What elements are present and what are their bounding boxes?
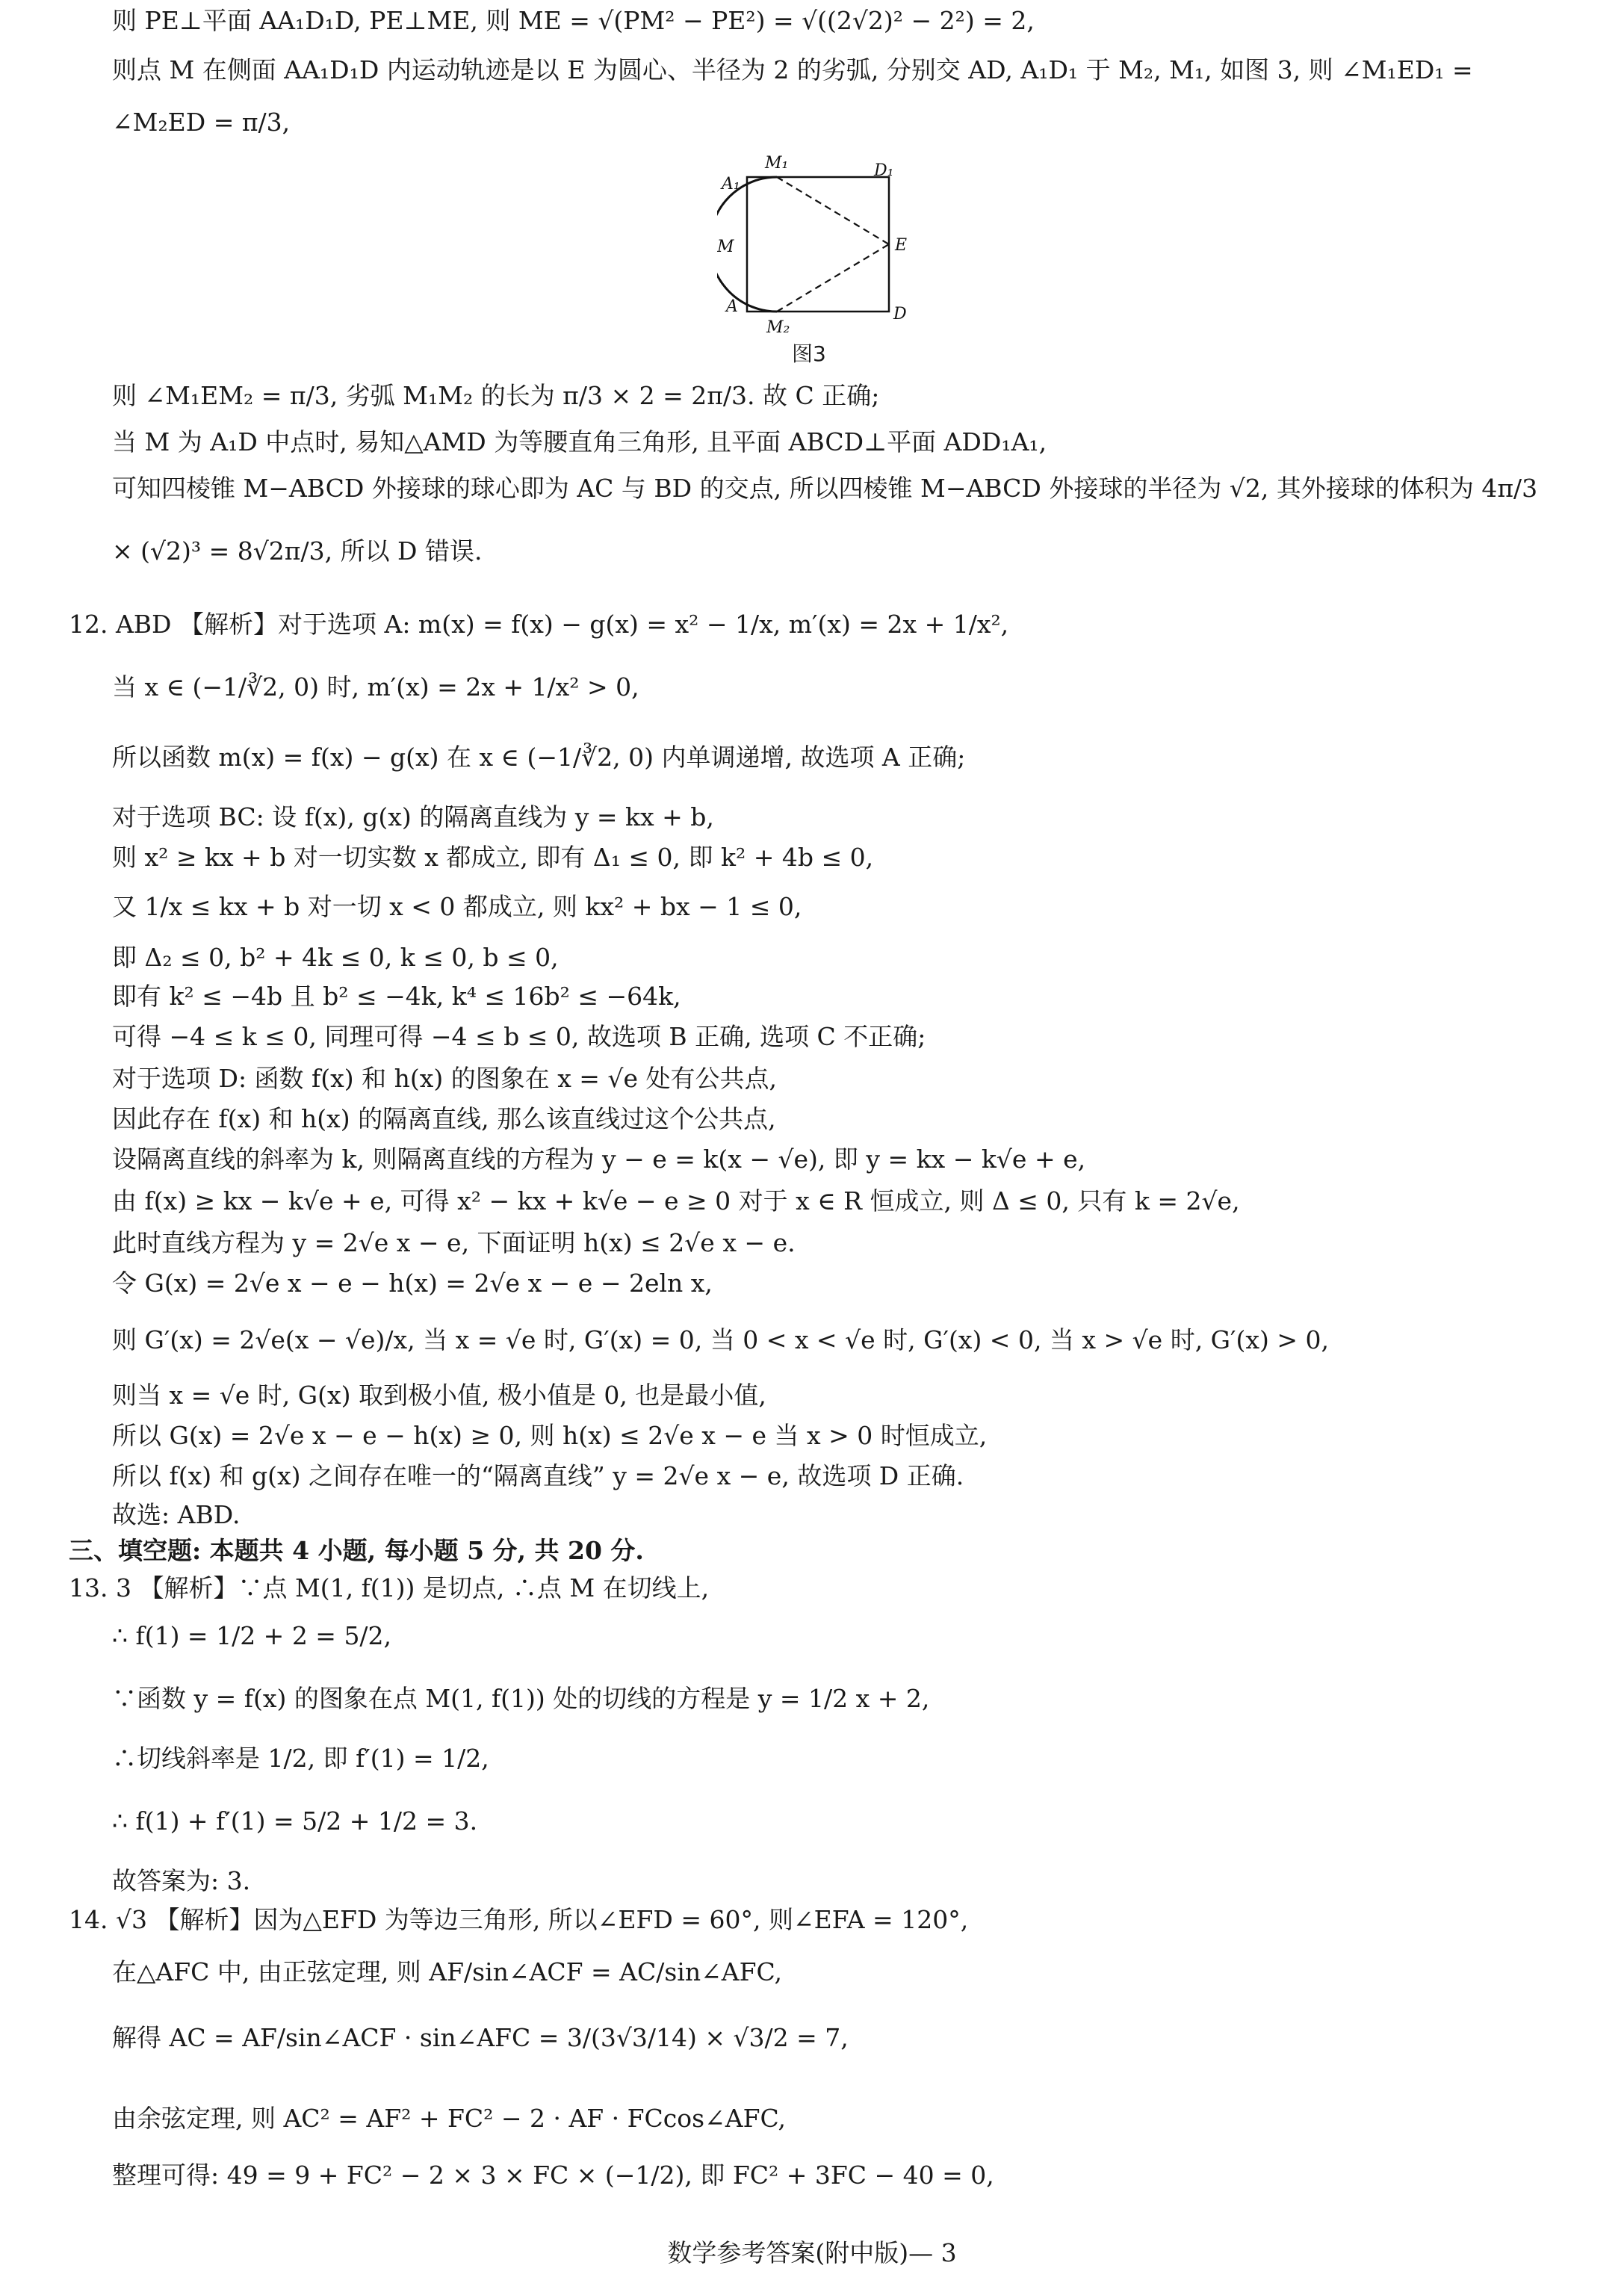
text-line: 则当 x = √e 时, G(x) 取到极小值, 极小值是 0, 也是最小值,	[112, 1381, 766, 1410]
text-line: 当 M 为 A₁D 中点时, 易知△AMD 为等腰直角三角形, 且平面 ABCD⊥平面 ADD₁A₁,	[112, 427, 1047, 456]
text-line: 可得 −4 ≤ k ≤ 0, 同理可得 −4 ≤ b ≤ 0, 故选项 B 正确, 选项 C 不正确;	[112, 1022, 926, 1051]
text-line: 因此存在 f(x) 和 h(x) 的隔离直线, 那么该直线过这个公共点,	[112, 1104, 776, 1133]
text-line: 则 G′(x) = 2√e(x − √e)/x, 当 x = √e 时, G′(x) = 0, 当 0 < x < √e 时, G′(x) < 0, 当 x > √e 时, G′(x) > 0,	[112, 1325, 1330, 1354]
text-line: ∴切线斜率是 1/2, 即 f′(1) = 1/2,	[112, 1744, 489, 1773]
text-line: ∵函数 y = f(x) 的图象在点 M(1, f(1)) 处的切线的方程是 y = 1/2 x + 2,	[112, 1684, 930, 1713]
text-line: 则 x² ≥ kx + b 对一切实数 x 都成立, 即有 Δ₁ ≤ 0, 即 k² + 4b ≤ 0,	[112, 843, 874, 872]
text-line: 故选: ABD.	[112, 1500, 241, 1529]
text-line: 则 PE⊥平面 AA₁D₁D, PE⊥ME, 则 ME = √(PM² − PE²) = √((2√2)² − 2²) = 2,	[112, 6, 1035, 35]
text-line: 所以 f(x) 和 g(x) 之间存在唯一的“隔离直线” y = 2√e x − e, 故选项 D 正确.	[112, 1461, 964, 1490]
text-line: 14. √3 【解析】因为△EFD 为等边三角形, 所以∠EFD = 60°, 则∠EFA = 120°,	[69, 1905, 969, 1934]
text-line: 则点 M 在侧面 AA₁D₁D 内运动轨迹是以 E 为圆心、半径为 2 的劣弧, 分别交 AD, A₁D₁ 于 M₂, M₁, 如图 3, 则 ∠M₁ED₁ =	[112, 55, 1473, 84]
text-line: 即 Δ₂ ≤ 0, b² + 4k ≤ 0, k ≤ 0, b ≤ 0,	[112, 943, 559, 972]
text-line: 由余弦定理, 则 AC² = AF² + FC² − 2 · AF · FCcos∠AFC,	[112, 2104, 787, 2133]
label-d: D	[893, 305, 907, 323]
text-line: 12. ABD 【解析】对于选项 A: m(x) = f(x) − g(x) = x² − 1/x, m′(x) = 2x + 1/x²,	[69, 610, 1009, 639]
text-line: 13. 3 【解析】∵点 M(1, f(1)) 是切点, ∴点 M 在切线上,	[69, 1573, 710, 1602]
label-m1: M₁	[765, 154, 789, 173]
text-line: 解得 AC = AF/sin∠ACF · sin∠AFC = 3/(3√3/14) × √3/2 = 7,	[112, 2023, 849, 2052]
label-m2: M₂	[766, 318, 790, 337]
section-heading: 三、填空题: 本题共 4 小题, 每小题 5 分, 共 20 分.	[69, 1536, 644, 1565]
text-line: 即有 k² ≤ −4b 且 b² ≤ −4k, k⁴ ≤ 16b² ≤ −64k,	[112, 982, 681, 1011]
text-line: 整理可得: 49 = 9 + FC² − 2 × 3 × FC × (−1/2), 即 FC² + 3FC − 40 = 0,	[112, 2161, 994, 2190]
figure-3	[717, 146, 919, 370]
text-line: 对于选项 D: 函数 f(x) 和 h(x) 的图象在 x = √e 处有公共点,	[112, 1064, 777, 1093]
label-a1: A₁	[722, 175, 740, 193]
text-line: 由 f(x) ≥ kx − k√e + e, 可得 x² − kx + k√e − e ≥ 0 对于 x ∈ R 恒成立, 则 Δ ≤ 0, 只有 k = 2√e,	[112, 1186, 1240, 1215]
figure-caption: 图3	[792, 341, 826, 366]
label-e: E	[895, 236, 908, 255]
label-m: M	[717, 238, 734, 256]
text-line: 对于选项 BC: 设 f(x), g(x) 的隔离直线为 y = kx + b,	[112, 802, 714, 831]
text-line: ∴ f(1) + f′(1) = 5/2 + 1/2 = 3.	[112, 1806, 478, 1836]
text-line: 又 1/x ≤ kx + b 对一切 x < 0 都成立, 则 kx² + bx − 1 ≤ 0,	[112, 892, 802, 921]
text-line: 则 ∠M₁EM₂ = π/3, 劣弧 M₁M₂ 的长为 π/3 × 2 = 2π/3. 故 C 正确;	[112, 381, 880, 410]
square-arc-diagram	[717, 146, 919, 370]
text-line: 在△AFC 中, 由正弦定理, 则 AF/sin∠ACF = AC/sin∠AFC,	[112, 1957, 783, 1986]
text-line: × (√2)³ = 8√2π/3, 所以 D 错误.	[112, 536, 483, 566]
label-a: A	[726, 297, 738, 316]
text-line: 可知四棱锥 M−ABCD 外接球的球心即为 AC 与 BD 的交点, 所以四棱锥 M−ABCD 外接球的半径为 √2, 其外接球的体积为 4π/3	[112, 474, 1538, 503]
text-line: 故答案为: 3.	[112, 1866, 251, 1895]
label-d1: D₁	[874, 161, 894, 180]
text-line: 所以 G(x) = 2√e x − e − h(x) ≥ 0, 则 h(x) ≤ 2√e x − e 当 x > 0 时恒成立,	[112, 1421, 988, 1450]
text-line: 令 G(x) = 2√e x − e − h(x) = 2√e x − e − 2eln x,	[112, 1269, 713, 1298]
page-footer: 数学参考答案(附中版)— 3	[667, 2238, 957, 2267]
text-line: 当 x ∈ (−1/∛2, 0) 时, m′(x) = 2x + 1/x² > 0,	[112, 672, 639, 701]
text-line: 设隔离直线的斜率为 k, 则隔离直线的方程为 y − e = k(x − √e), 即 y = kx − k√e + e,	[112, 1145, 1086, 1174]
text-line: 所以函数 m(x) = f(x) − g(x) 在 x ∈ (−1/∛2, 0) 内单调递增, 故选项 A 正确;	[112, 743, 966, 772]
text-line: ∴ f(1) = 1/2 + 2 = 5/2,	[112, 1621, 392, 1650]
text-line: 此时直线方程为 y = 2√e x − e, 下面证明 h(x) ≤ 2√e x − e.	[112, 1228, 796, 1257]
text-line: ∠M₂ED = π/3,	[112, 108, 291, 137]
